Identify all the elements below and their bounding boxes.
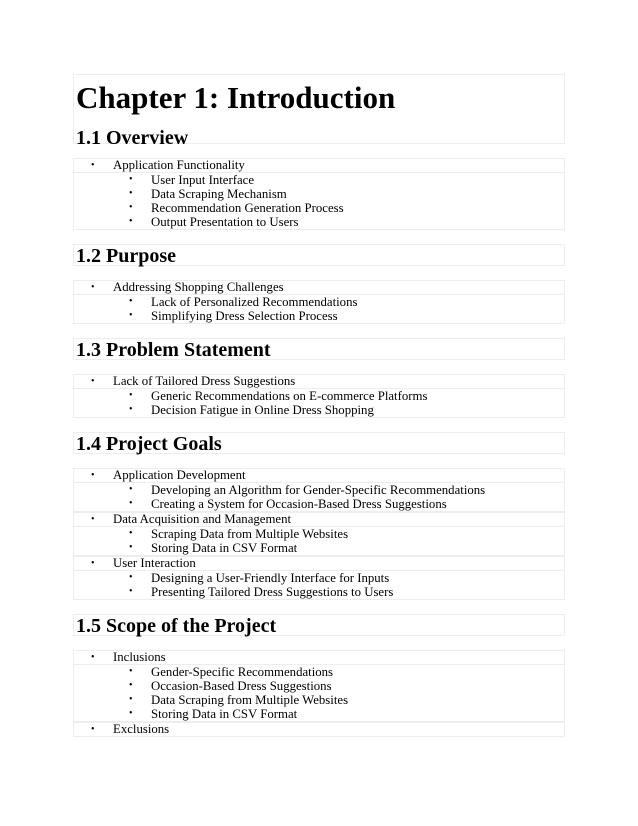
list-item-label: Inclusions [113,650,166,664]
sub-list-item [74,403,564,417]
sub-list-item-label: Output Presentation to Users [151,215,299,229]
sub-list-item [74,665,564,679]
list-item [73,158,565,173]
section-title: 1.3 Problem Statement [76,339,271,361]
sub-list-item-label: Generic Recommendations on E-commerce Platforms [151,389,428,403]
bullet-icon: • [129,484,133,495]
bullet-icon: • [129,498,133,509]
bullet-icon: • [129,216,133,227]
list-item-label: Addressing Shopping Challenges [113,280,284,294]
sub-list-item [74,295,564,309]
list-item [73,280,565,295]
sub-list-item-label: Scraping Data from Multiple Websites [151,527,349,541]
sub-list-item-label: Occasion-Based Dress Suggestions [151,679,332,693]
sub-list-item [74,201,564,215]
bullet-icon: • [91,470,95,481]
bullet-icon: • [129,296,133,307]
sub-list-item-label: Presenting Tailored Dress Suggestions to Users [151,585,394,599]
sub-list-item [74,483,564,497]
sub-list [73,527,565,556]
list-item [73,512,565,527]
bullet-icon: • [129,680,133,691]
bullet-icon: • [129,542,133,553]
bullet-icon: • [129,404,133,415]
sub-list [73,173,565,230]
bullet-icon: • [129,188,133,199]
bullet-icon: • [91,160,95,171]
bullet-icon: • [91,652,95,663]
section-list [73,280,565,324]
sub-list-item [74,527,564,541]
bullet-icon: • [129,586,133,597]
sub-list-item [74,173,564,187]
bullet-icon: • [91,376,95,387]
bullet-icon: • [129,666,133,677]
section-list [73,374,565,418]
sub-list-item [74,585,564,599]
bullet-icon: • [129,310,133,321]
list-item-label: Lack of Tailored Dress Suggestions [113,374,296,388]
section-heading [73,244,565,266]
sub-list-item [74,389,564,403]
section-list [73,158,565,230]
sub-list-item-label: Data Scraping Mechanism [151,187,287,201]
sub-list-item-label: Storing Data in CSV Format [151,541,298,555]
sub-list [73,571,565,600]
bullet-icon: • [129,708,133,719]
sub-list-item [74,309,564,323]
list-item-label: Application Development [113,468,246,482]
bullet-icon: • [129,528,133,539]
chapter-title: Chapter 1: Introduction [76,80,396,115]
list-item [73,556,565,571]
sub-list-item-label: Gender-Specific Recommendations [151,665,334,679]
sub-list-item [74,693,564,707]
sub-list-item [74,497,564,511]
list-item-label: Application Functionality [113,158,245,172]
section-list [73,468,565,600]
bullet-icon: • [91,514,95,525]
list-item [73,374,565,389]
sub-list-item [74,187,564,201]
bullet-icon: • [91,558,95,569]
list-item [73,722,565,737]
sub-list-item [74,571,564,585]
sub-list [73,389,565,418]
section-heading [73,338,565,360]
bullet-icon: • [91,724,95,735]
sub-list [73,483,565,512]
list-item [73,650,565,665]
section-title: 1.4 Project Goals [76,433,222,455]
list-item [73,468,565,483]
section-heading [73,614,565,636]
section-title: 1.1 Overview [76,127,189,149]
bullet-icon: • [129,174,133,185]
sub-list [73,665,565,722]
section-title: 1.2 Purpose [76,245,176,267]
sub-list-item-label: Designing a User-Friendly Interface for Inputs [151,571,390,585]
bullet-icon: • [129,572,133,583]
list-item-label: Exclusions [113,722,170,736]
bullet-icon: • [129,694,133,705]
sub-list-item [74,541,564,555]
section-list [73,650,565,737]
sub-list-item-label: Developing an Algorithm for Gender-Specific Recommendations [151,483,486,497]
sub-list-item [74,215,564,229]
list-item-label: User Interaction [113,556,196,570]
bullet-icon: • [129,390,133,401]
section-heading [73,432,565,454]
document-body [73,74,565,751]
bullet-icon: • [129,202,133,213]
sub-list-item-label: Storing Data in CSV Format [151,707,298,721]
sub-list-item-label: Simplifying Dress Selection Process [151,309,338,323]
sub-list-item-label: Lack of Personalized Recommendations [151,295,358,309]
sub-list-item-label: Decision Fatigue in Online Dress Shopping [151,403,374,417]
sub-list-item [74,707,564,721]
sub-list [73,295,565,324]
chapter-heading-block [73,74,565,149]
sub-list-item-label: User Input Interface [151,173,255,187]
section-title: 1.5 Scope of the Project [76,615,277,637]
sub-list-item-label: Recommendation Generation Process [151,201,344,215]
sub-list-item [74,679,564,693]
sub-list-item-label: Data Scraping from Multiple Websites [151,693,349,707]
sub-list-item-label: Creating a System for Occasion-Based Dress Suggestions [151,497,447,511]
list-item-label: Data Acquisition and Management [113,512,292,526]
bullet-icon: • [91,282,95,293]
